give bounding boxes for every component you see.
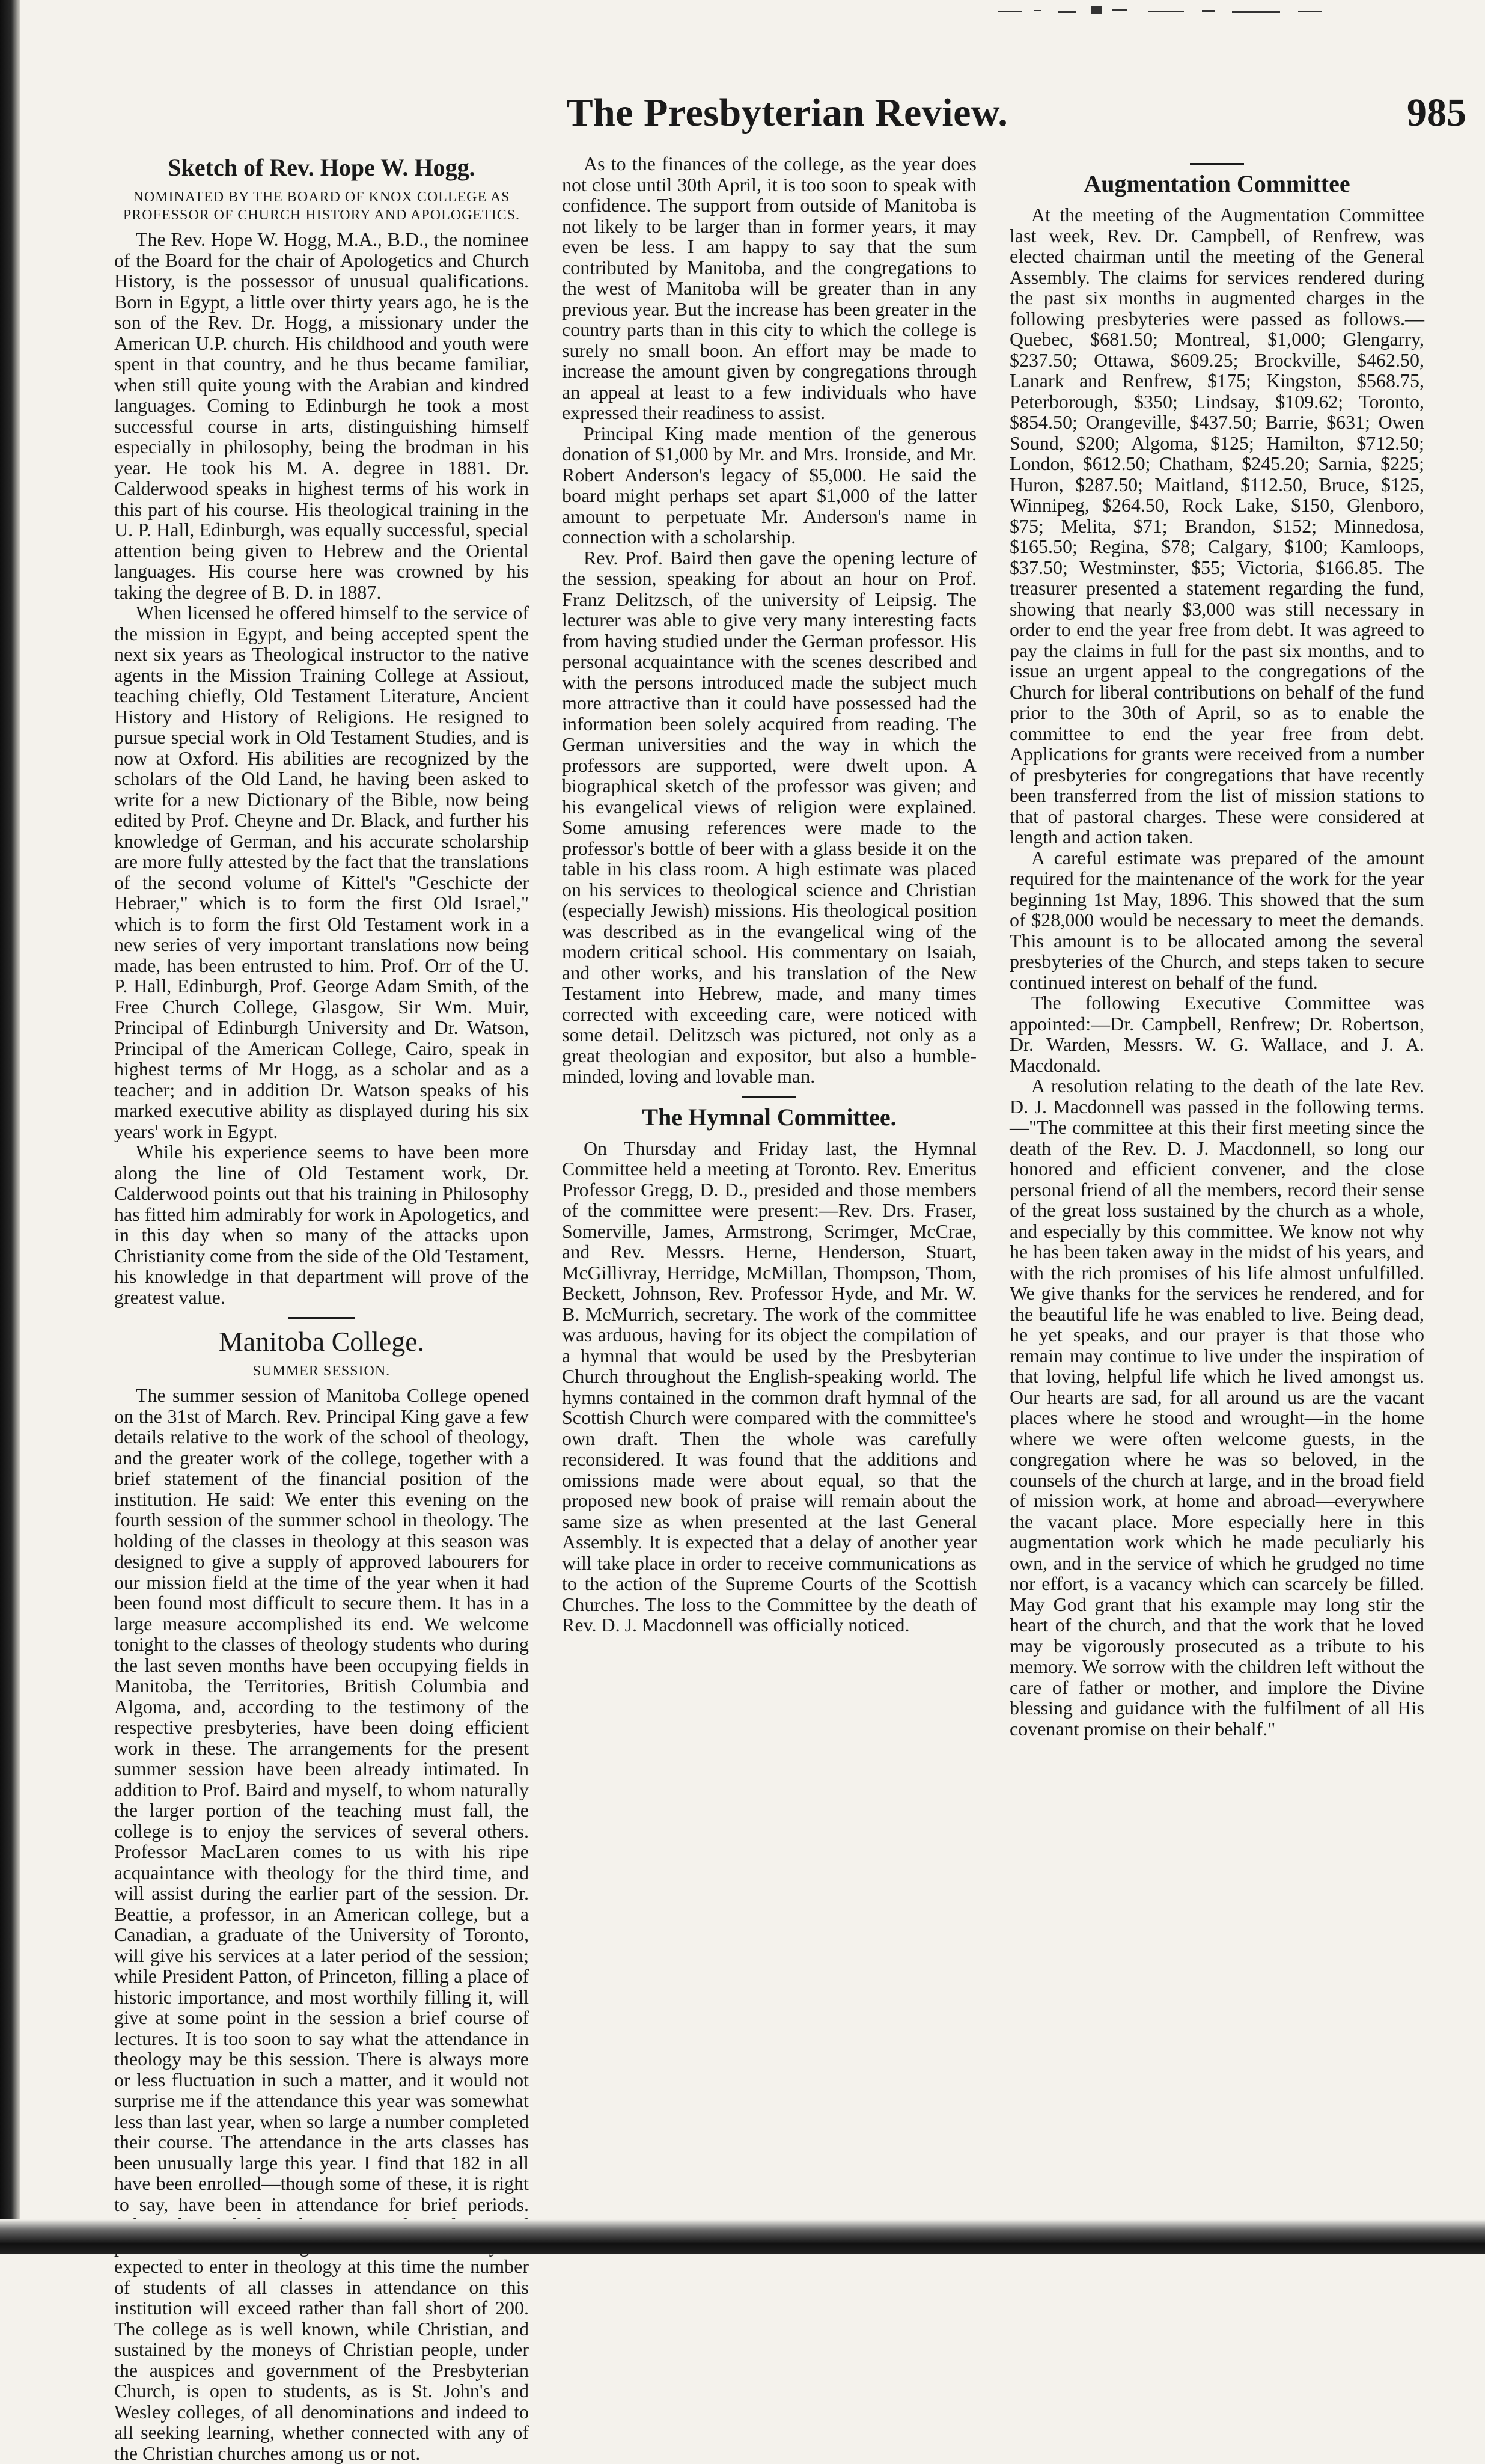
hogg-paragraph: When licensed he offered himself to the service of the mission in Egypt, and being accepted spent the next six years as Theological instructor to the native agents in the Mission Training College at Assiout, teaching chiefly, Old Testament Literature, Ancient History and History of Religions. He resigned to pursue special work in Old Testament Studies, and is now at Oxford. His abilities are recognized by the scholars of the Old Land, he having been asked to write for a new Dictionary of the Bible, now being edited by Prof. Cheyne and Dr. Black, and further his knowledge of German, and his accurate scholarship are more fully attested by the fact that the translations of the second volume of Kittel's "Geschicte der Hebraer," which is to form the first Old Israel," which is to form the first Old Testament work in a new series of very important translations now being made, has been entrusted to him. Prof. Orr of the U. P. Hall, Edinburgh, Prof. George Adam Smith, of the Free Church College, Glasgow, Sir Wm. Muir, Principal of Edinburgh University and Dr. Watson, Principal of the American College, Cairo, speak in highest terms of Mr Hogg, as a scholar and as a teacher; and in addition Dr. Watson speaks of his marked executive ability as displayed during his six years' work in Egypt. — [114, 602, 529, 1142]
section-divider — [288, 1317, 355, 1319]
augmentation-paragraph: A resolution relating to the death of the late Rev. D. J. Macdonnell was passed in the following terms.—"The committee at this their first meeting since the death of the Rev. D. J. Macdonnell, so long our honored and efficient convener, and the close personal friend of all the members, record their sense of the great loss sustained by the church as a whole, and especially by this committee. We know not why he has been taken away in the midst of his years, and with the rich promises of his life almost unfulfilled. We give thanks for the services he rendered, and for the beautiful life he was enabled to live. Being dead, he yet speaks, and our prayer is that those who remain may continue to live under the inspiration of that loving, helpful life which he lived amongst us. Our hearts are sad, for all around us are the vacant places where he stood and wrought—in the home where we were often welcome guests, in the congregation where he was so beloved, in the counsels of the church at large, and in the broad field of mission work, at home and abroad—everywhere the vacant place. More especially here in this augmentation work which he made peculiarly his own, and in the service of which he grudged no time nor effort, is a vacancy which can scarcely be filled. May God grant that his example may long stir the heart of the church, and that the work that he loved may be vigorously prosecuted as a tribute to his memory. We sorrow with the children left without the care of father or mother, and implore the Divine blessing and guidance with the fulfilment of all His covenant promise on their behalf." — [1010, 1075, 1424, 1740]
scan-binding-edge — [0, 0, 20, 2254]
scan-noise-top — [992, 4, 1352, 19]
manitoba-paragraph: The summer session of Manitoba College opened on the 31st of March. Rev. Principal King gave a few details relative to the work of the school of theology, and the greater work of the college, together with a brief statement of the financial position of the institution. He said: We enter this evening on the fourth session of the summer school in theology. The holding of the classes in theology at this season was designed to give a supply of approved labourers for our mission field at the time of the year when it had been found most difficult to secure them. It has in a large measure accomplished its end. We welcome tonight to the classes of theology students who during the last seven months have been occupying fields in Manitoba, the Territories, British Columbia and Algoma, and, according to the testimony of the respective presbyteries, have been doing efficient work in these. The arrangements for the present summer session have been already intimated. In addition to Prof. Baird and myself, to whom naturally the larger portion of the teaching must fall, the college is to enjoy the services of several others. Professor MacLaren comes to us with his ripe acquaintance with theology for the third time, and will assist during the earlier part of the session. Dr. Beattie, a professor, in an American college, but a Canadian, a graduate of the University of Toronto, will give his services at a later period of the session; while President Patton, of Princeton, filling a place of historic importance, and most worthily filling it, will give at some point in the session a brief course of lectures. It is too soon to say what the attendance in theology may be this session. There is always more or less fluctuation in such a matter, and it would not surprise me if the attendance this year was somewhat less than last year, when so large a number completed their course. The attendance in the arts classes has been unusually large this year. I find that 182 in all have been enrolled—though some of these, it is right to say, have been in attendance for brief periods. expected to enter in theology at this time the number of students of all classes in attendance on this institution will exceed rather than fall short of 200. The college as is well known, while Christian, and sustained by the moneys of Christian people, under the auspices and government of the Presbyterian Church, is open to students, as is St. John's and Wesley colleges, of all denominations and indeed to all seeking learning, whether connected with any of the Christian churches among us or not. — [114, 1384, 529, 2464]
page-header — [114, 90, 1466, 156]
masthead: The Presbyterian Review. — [566, 91, 1008, 135]
page-number: 985 — [1407, 91, 1466, 135]
article-title-hymnal: The Hymnal Committee. — [642, 1103, 897, 1131]
article-title-augmentation: Augmentation Committee — [1084, 170, 1350, 197]
section-divider — [1190, 163, 1244, 165]
augmentation-paragraph: At the meeting of the Augmentation Committee last week, Rev. Dr. Campbell, of Renfrew, was elected chairman until the meeting of the General Assembly. The claims for services rendered during the past six months in augmented charges in the following presbyteries were passed as follows.—Quebec, $681.50; Montreal, $1,000; Glengarry, $237.50; Ottawa, $609.25; Brockville, $462.50, Lanark and Renfrew, $175; Kingston, $568.75, Peterborough, $350; Lindsay, $109.62; Toronto, $854.50; Orangeville, $437.50; Barrie, $631; Owen Sound, $200; Algoma, $125; Hamilton, $712.50; London, $612.50; Chatham, $245.20; Sarnia, $225; Huron, $287.50; Maitland, $112.50, Bruce, $125, Winnipeg, $264.50, Rock Lake, $150, Glenboro, $75; Melita, $71; Brandon, $152; Minnedosa, $165.50; Regina, $78; Calgary, $100; Kamloops, $37.50; Westminster, $55; Victoria, $166.85. The treasurer presented a statement regarding the fund, showing that nearly $3,000 was still necessary in order to end the year free from debt. It was agreed to pay the claims in full for the past six months, and to issue an urgent appeal to the congregations of the Church for liberal contributions on behalf of the fund prior to the 30th of April, so as to enable the committee to end the year free from debt. Applications for grants were received from a number of presbyteries for congregations that have recently been transferred from the list of mission stations to that of pastoral charges. These were considered at length and action taken. — [1010, 204, 1424, 848]
article-subtitle-manitoba: SUMMER SESSION. — [252, 1363, 391, 1379]
manitoba-paragraph: As to the finances of the college, as the year does not close until 30th April, it is too soon to speak with confidence. The support from outside of Manitoba is not likely to be larger than in former years, it may even be less. I am happy to say that the sum contributed by Manitoba, and the congregations to the west of Manitoba will be greater than in any previous year. But the increase has been greater in the country parts than in this city to which the college is surely no small boon. An effort may be made to increase the amount given by congregations through an appeal at least to a few individuals who have expressed their readiness to assist. — [562, 153, 977, 423]
hymnal-paragraph: On Thursday and Friday last, the Hymnal Committee held a meeting at Toronto. Rev. Emeritus Professor Gregg, D. D., presided and those members of the committee were present:—Rev. Drs. Fraser, Somerville, James, Armstrong, Scrimger, McCrae, and Rev. Messrs. Herne, Henderson, Stuart, McGillivray, Herridge, McMillan, Thompson, Thom, Beckett, Johnson, Rev. Professor Hyde, and Mr. W. B. McMurrich, secretary. The work of the committee was arduous, having for its object the compilation of a hymnal that would be used by the Presbyterian Church throughout the English-speaking world. The hymns contained in the common draft hymnal of the Scottish Church were compared with the committee's own draft. Then the whole was carefully reconsidered. It was found that the additions and omissions made were about equal, so that the proposed new book of praise will remain about the same size as when presented at the last General Assembly. It is expected that a delay of another year will take place in order to receive communications as to the action of the Supreme Courts of the Scottish Churches. The loss to the Committee by the death of Rev. D. J. Macdonnell was officially noticed. — [562, 1137, 977, 1636]
augmentation-paragraph: The following Executive Committee was appointed:—Dr. Campbell, Renfrew; Dr. Robertson, Dr. Warden, Messrs. W. G. Wallace, and J. A. Macdonald. — [1010, 992, 1424, 1076]
article-subtitle-hogg: NOMINATED BY THE BOARD OF KNOX COLLEGE AS PROFESSOR OF CHURCH HISTORY AND APOLOGETICS. — [123, 189, 520, 223]
hogg-paragraph: The Rev. Hope W. Hogg, M.A., B.D., the nominee of the Board for the chair of Apologetics and Church History, is the possessor of unusual qualifications. Born in Egypt, a little over thirty years ago, he is the son of the Rev. Dr. Hogg, a missionary under the American U.P. church. His childhood and youth were spent in that country, and he thus became familiar, when still quite young with the Arabian and kindred languages. Coming to Edinburgh he took a most successful course in arts, distinguishing himself especially in philosophy, being the brodman in his year. He took his M. A. degree in 1881. Dr. Calderwood speaks in highest terms of his work in this part of his course. His theological training in the U. P. Hall, Edinburgh, was equally successful, special attention being given to Hebrew and the Oriental languages. His course here was crowned by his taking the degree of B. D. in 1887. — [114, 228, 529, 603]
manitoba-paragraph: Rev. Prof. Baird then gave the opening lecture of the session, speaking for about an hour on Prof. Franz Delitzsch, of the university of Leipsig. The lecturer was able to give very many interesting facts from having studied under the German professor. His personal acquaintance with the scenes described and with the persons introduced made the subject much more attractive than it could have possessed had the information been solely acquired from reading. The German universities and the way in which the professors are supported, were dwelt upon. A biographical sketch of the professor was given; and his evangelical views of religion were explained. Some amusing references were made to the professor's bottle of beer with a glass beside it on the table in his class room. A high estimate was placed on his services to theological science and Christian (especially Jewish) missions. His theological position was described as in the evangelical wing of the modern critical school. His commentary on Isaiah, and other works, and his translation of the New Testament into Hebrew, made, and many times corrected with exceeding care, were noticed with some detail. Delitzsch was pictured, not only as a great theologian and expositor, but also a humble-minded, loving and lovable man. — [562, 546, 977, 1087]
hogg-paragraph: While his experience seems to have been more along the line of Old Testament work, Dr. Calderwood points out that his training in Philosophy has fitted him admirably for work in Apologetics, and in this day when so many of the attacks upon Christianity come from the side of the Old Testament, his knowledge in that department will prove of the greatest value. — [114, 1141, 529, 1308]
section-divider — [742, 1096, 796, 1098]
manitoba-paragraph: Principal King made mention of the generous donation of $1,000 by Mr. and Mrs. Ironside, and Mr. Robert Anderson's legacy of $5,000. He said the board might perhaps set apart $1,000 of the latter amount to perpetuate Mr. Anderson's name in connection with a scholarship. — [562, 422, 977, 548]
column-1 — [114, 153, 529, 2463]
article-title-hogg: Sketch of Rev. Hope W. Hogg. — [168, 154, 475, 181]
column-3 — [1010, 153, 1424, 1739]
column-2 — [562, 153, 977, 1636]
scan-edge-bottom — [0, 2219, 1485, 2254]
augmentation-paragraph: A careful estimate was prepared of the amount required for the maintenance of the work for the year beginning 1st May, 1896. This showed that the sum of $28,000 would be necessary to meet the demands. This amount is to be allocated among the several presbyteries of the Church, and steps taken to secure continued interest on behalf of the fund. — [1010, 846, 1424, 993]
article-title-manitoba: Manitoba College. — [218, 1326, 425, 1357]
